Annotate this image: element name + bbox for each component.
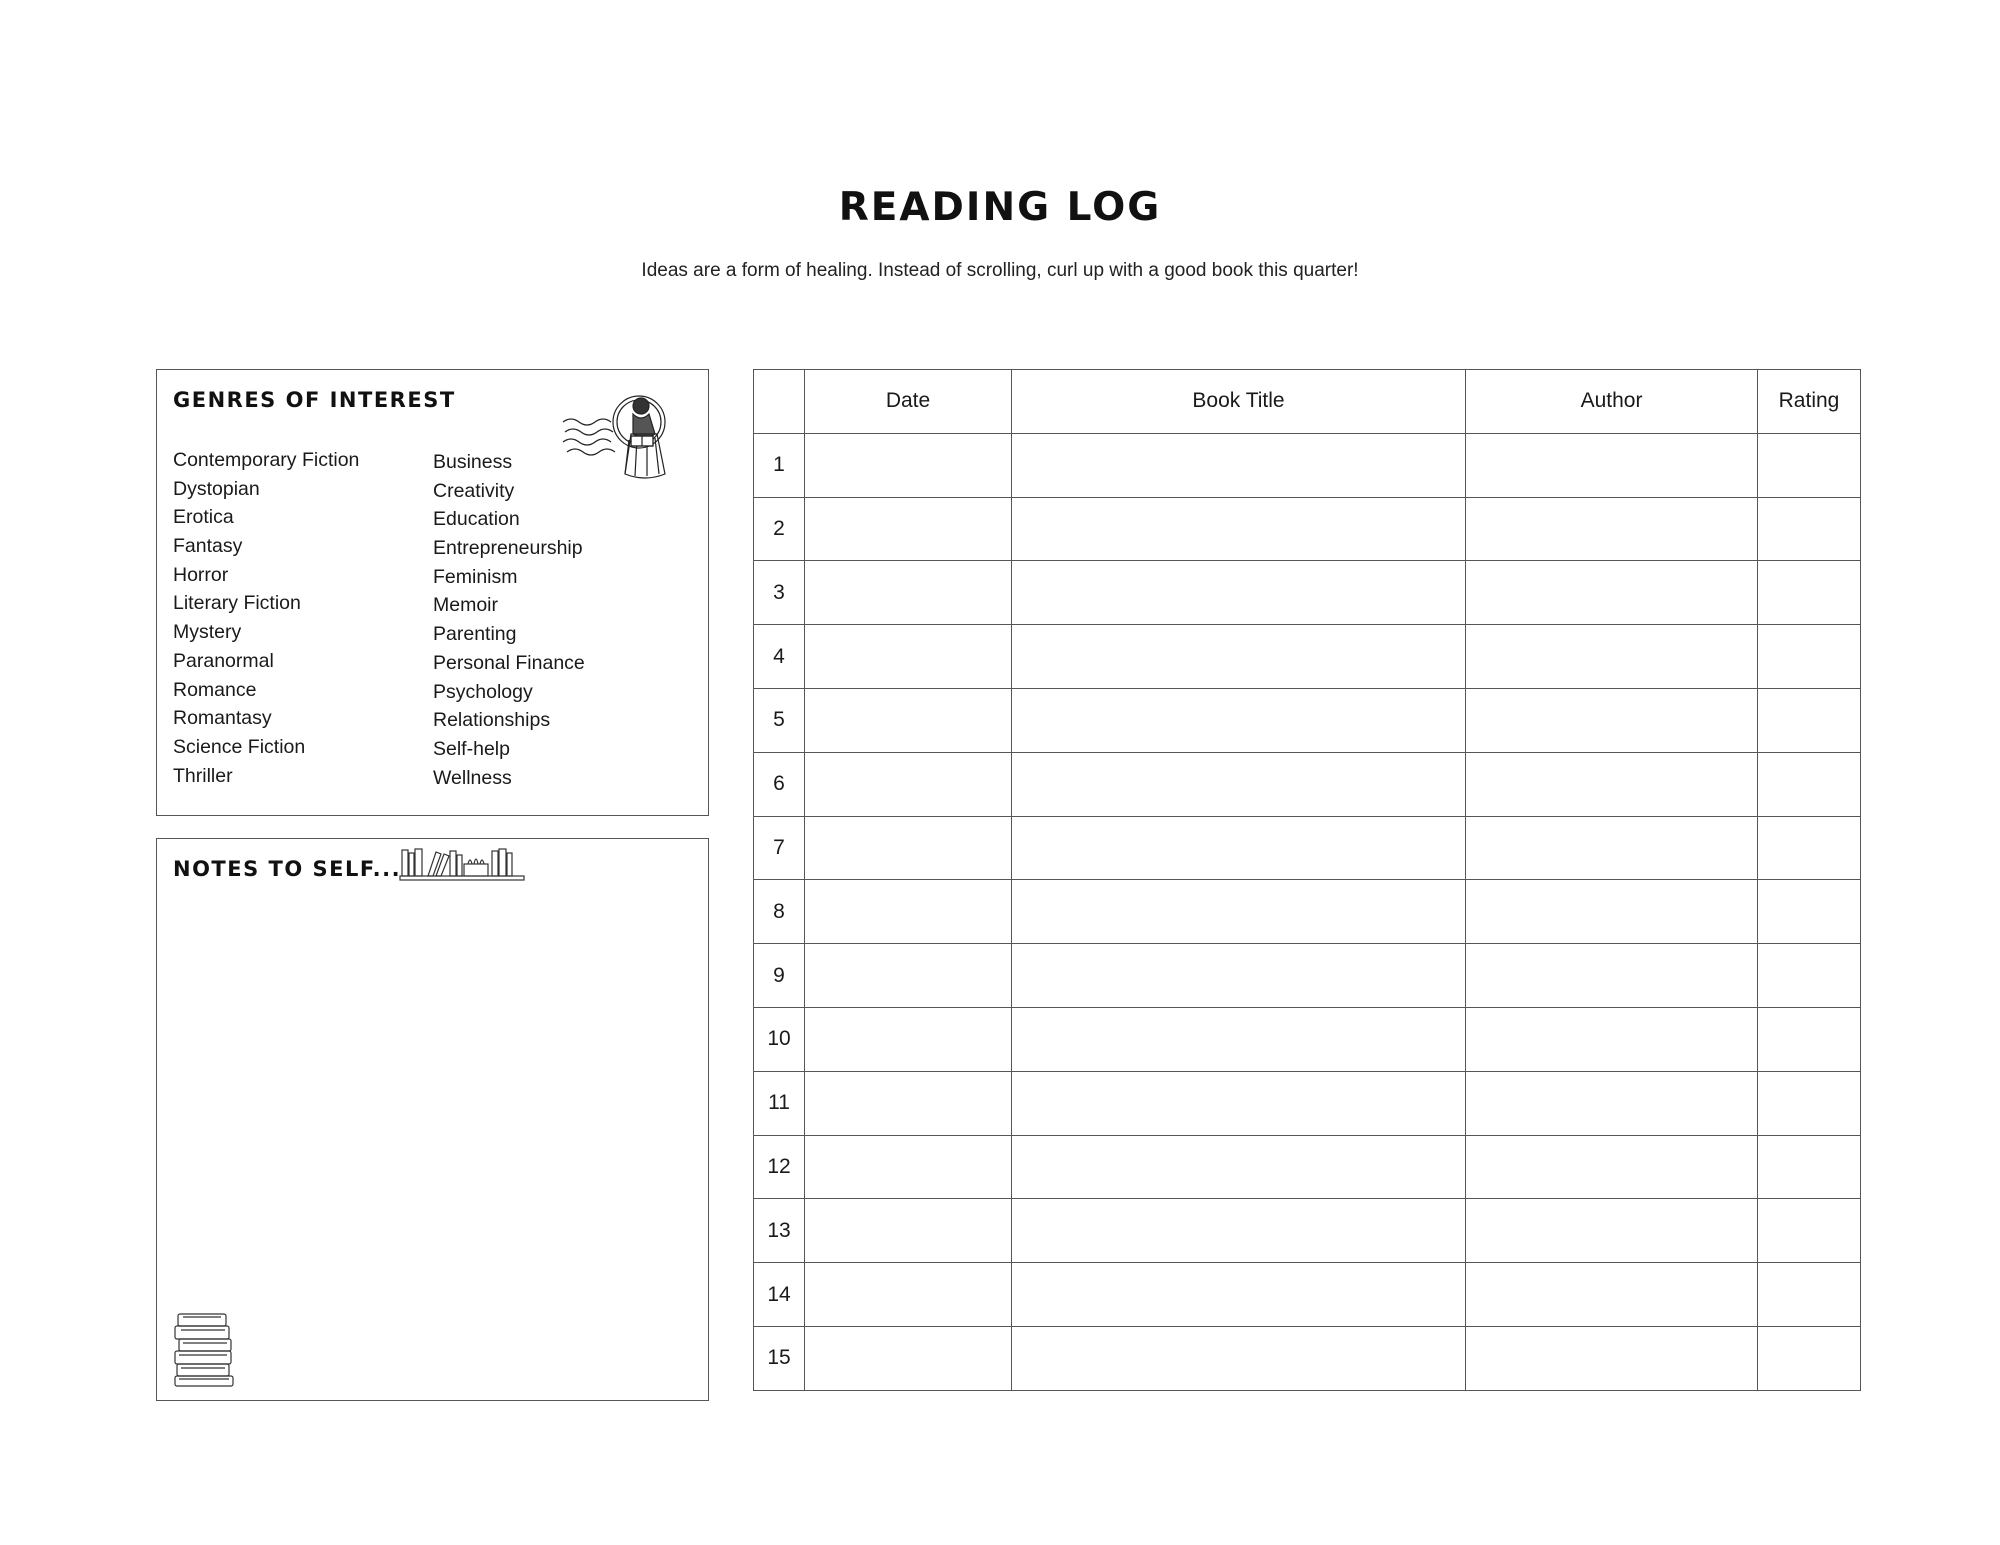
list-item: Dystopian: [173, 477, 260, 500]
table-row: [754, 1007, 1861, 1071]
row-number: 9: [754, 944, 805, 1008]
rating-cell[interactable]: [1758, 880, 1861, 944]
book-title-cell[interactable]: [1012, 625, 1466, 689]
table-row: [754, 625, 1861, 689]
list-item: Wellness: [433, 766, 512, 789]
row-number: 14: [754, 1263, 805, 1327]
notes-panel: [156, 838, 709, 1401]
book-title-cell[interactable]: [1012, 944, 1466, 1008]
list-item: Personal Finance: [433, 651, 585, 674]
book-title-cell[interactable]: [1012, 1263, 1466, 1327]
genres-title: GENRES OF INTEREST: [173, 388, 456, 412]
fiction-genre-list: [173, 446, 359, 790]
list-item: Mystery: [173, 621, 242, 644]
date-cell[interactable]: [805, 1199, 1012, 1263]
list-item: Paranormal: [173, 649, 274, 672]
author-cell[interactable]: [1466, 688, 1758, 752]
date-cell[interactable]: [805, 1007, 1012, 1071]
row-number: 6: [754, 752, 805, 816]
book-title-cell[interactable]: [1012, 816, 1466, 880]
book-title-cell[interactable]: [1012, 561, 1466, 625]
table-row: [754, 880, 1861, 944]
table-row: [754, 1071, 1861, 1135]
nonfiction-genre-list: [433, 448, 585, 792]
list-item: Relationships: [433, 709, 551, 732]
rating-cell[interactable]: [1758, 433, 1861, 497]
header-date: Date: [805, 370, 1012, 434]
author-cell[interactable]: [1466, 880, 1758, 944]
date-cell[interactable]: [805, 497, 1012, 561]
list-item: Romance: [173, 678, 257, 701]
list-item: Education: [433, 508, 520, 531]
date-cell[interactable]: [805, 1071, 1012, 1135]
date-cell[interactable]: [805, 880, 1012, 944]
row-number: 5: [754, 688, 805, 752]
list-item: Romantasy: [173, 707, 272, 730]
row-number: 2: [754, 497, 805, 561]
list-item: Entrepreneurship: [433, 537, 583, 560]
table-row: [754, 1135, 1861, 1199]
book-title-cell[interactable]: [1012, 433, 1466, 497]
book-title-cell[interactable]: [1012, 752, 1466, 816]
table-row: [754, 1263, 1861, 1327]
list-item: Memoir: [433, 594, 499, 617]
rating-cell[interactable]: [1758, 1071, 1861, 1135]
list-item: Thriller: [173, 764, 233, 787]
rating-cell[interactable]: [1758, 497, 1861, 561]
notes-title: NOTES TO SELF...: [173, 857, 402, 881]
list-item: Literary Fiction: [173, 592, 301, 615]
reading-log-table: [753, 369, 1861, 1391]
row-number: 1: [754, 433, 805, 497]
rating-cell[interactable]: [1758, 561, 1861, 625]
bookshelf-icon: [398, 847, 526, 883]
row-number: 10: [754, 1007, 805, 1071]
book-title-cell[interactable]: [1012, 1135, 1466, 1199]
list-item: Science Fiction: [173, 735, 306, 758]
author-cell[interactable]: [1466, 752, 1758, 816]
rating-cell[interactable]: [1758, 1007, 1861, 1071]
table-row: [754, 1199, 1861, 1263]
rating-cell[interactable]: [1758, 752, 1861, 816]
genres-panel: [156, 369, 709, 816]
header-rating: Rating: [1758, 370, 1861, 434]
header-author: Author: [1466, 370, 1758, 434]
table-row: [754, 433, 1861, 497]
author-cell[interactable]: [1466, 1135, 1758, 1199]
list-item: Erotica: [173, 506, 234, 529]
date-cell[interactable]: [805, 1326, 1012, 1390]
table-row: [754, 1326, 1861, 1390]
list-item: Creativity: [433, 479, 515, 502]
book-title-cell[interactable]: [1012, 497, 1466, 561]
rating-cell[interactable]: [1758, 944, 1861, 1008]
book-title-cell[interactable]: [1012, 1007, 1466, 1071]
book-title-cell[interactable]: [1012, 688, 1466, 752]
author-cell[interactable]: [1466, 1199, 1758, 1263]
header-book-title: Book Title: [1012, 370, 1466, 434]
list-item: Horror: [173, 563, 229, 586]
list-item: Feminism: [433, 565, 518, 588]
rating-cell[interactable]: [1758, 1199, 1861, 1263]
date-cell[interactable]: [805, 1135, 1012, 1199]
list-item: Business: [433, 451, 513, 473]
row-number: 11: [754, 1071, 805, 1135]
list-item: Parenting: [433, 623, 517, 646]
row-number: 4: [754, 625, 805, 689]
page-subtitle: Ideas are a form of healing. Instead of scrolling, curl up with a good book this quarter!: [641, 260, 1359, 281]
row-number: 3: [754, 561, 805, 625]
date-cell[interactable]: [805, 688, 1012, 752]
rating-cell[interactable]: [1758, 816, 1861, 880]
date-cell[interactable]: [805, 944, 1012, 1008]
row-number: 7: [754, 816, 805, 880]
row-number: 12: [754, 1135, 805, 1199]
author-cell[interactable]: [1466, 433, 1758, 497]
row-number: 15: [754, 1326, 805, 1390]
author-cell[interactable]: [1466, 1071, 1758, 1135]
rating-cell[interactable]: [1758, 1326, 1861, 1390]
list-item: Fantasy: [173, 535, 243, 558]
rating-cell[interactable]: [1758, 688, 1861, 752]
author-cell[interactable]: [1466, 816, 1758, 880]
author-cell[interactable]: [1466, 944, 1758, 1008]
book-title-cell[interactable]: [1012, 1071, 1466, 1135]
list-item: Contemporary Fiction: [173, 449, 360, 471]
date-cell[interactable]: [805, 752, 1012, 816]
date-cell[interactable]: [805, 625, 1012, 689]
rating-cell[interactable]: [1758, 1135, 1861, 1199]
table-row: [754, 688, 1861, 752]
page-title: READING LOG: [838, 185, 1162, 230]
author-cell[interactable]: [1466, 1007, 1758, 1071]
table-row: [754, 816, 1861, 880]
author-cell[interactable]: [1466, 1263, 1758, 1327]
author-cell[interactable]: [1466, 625, 1758, 689]
row-number: 8: [754, 880, 805, 944]
date-cell[interactable]: [805, 1263, 1012, 1327]
date-cell[interactable]: [805, 433, 1012, 497]
book-title-cell[interactable]: [1012, 880, 1466, 944]
table-row: [754, 752, 1861, 816]
book-title-cell[interactable]: [1012, 1326, 1466, 1390]
author-cell[interactable]: [1466, 1326, 1758, 1390]
book-stack-icon: [173, 1312, 237, 1388]
table-row: [754, 944, 1861, 1008]
header-number: [754, 370, 805, 434]
rating-cell[interactable]: [1758, 625, 1861, 689]
list-item: Psychology: [433, 680, 533, 703]
rating-cell[interactable]: [1758, 1263, 1861, 1327]
author-cell[interactable]: [1466, 561, 1758, 625]
book-title-cell[interactable]: [1012, 1199, 1466, 1263]
table-row: [754, 497, 1861, 561]
date-cell[interactable]: [805, 561, 1012, 625]
date-cell[interactable]: [805, 816, 1012, 880]
list-item: Self-help: [433, 737, 510, 760]
row-number: 13: [754, 1199, 805, 1263]
table-row: [754, 561, 1861, 625]
author-cell[interactable]: [1466, 497, 1758, 561]
table-header-row: [754, 370, 1861, 434]
